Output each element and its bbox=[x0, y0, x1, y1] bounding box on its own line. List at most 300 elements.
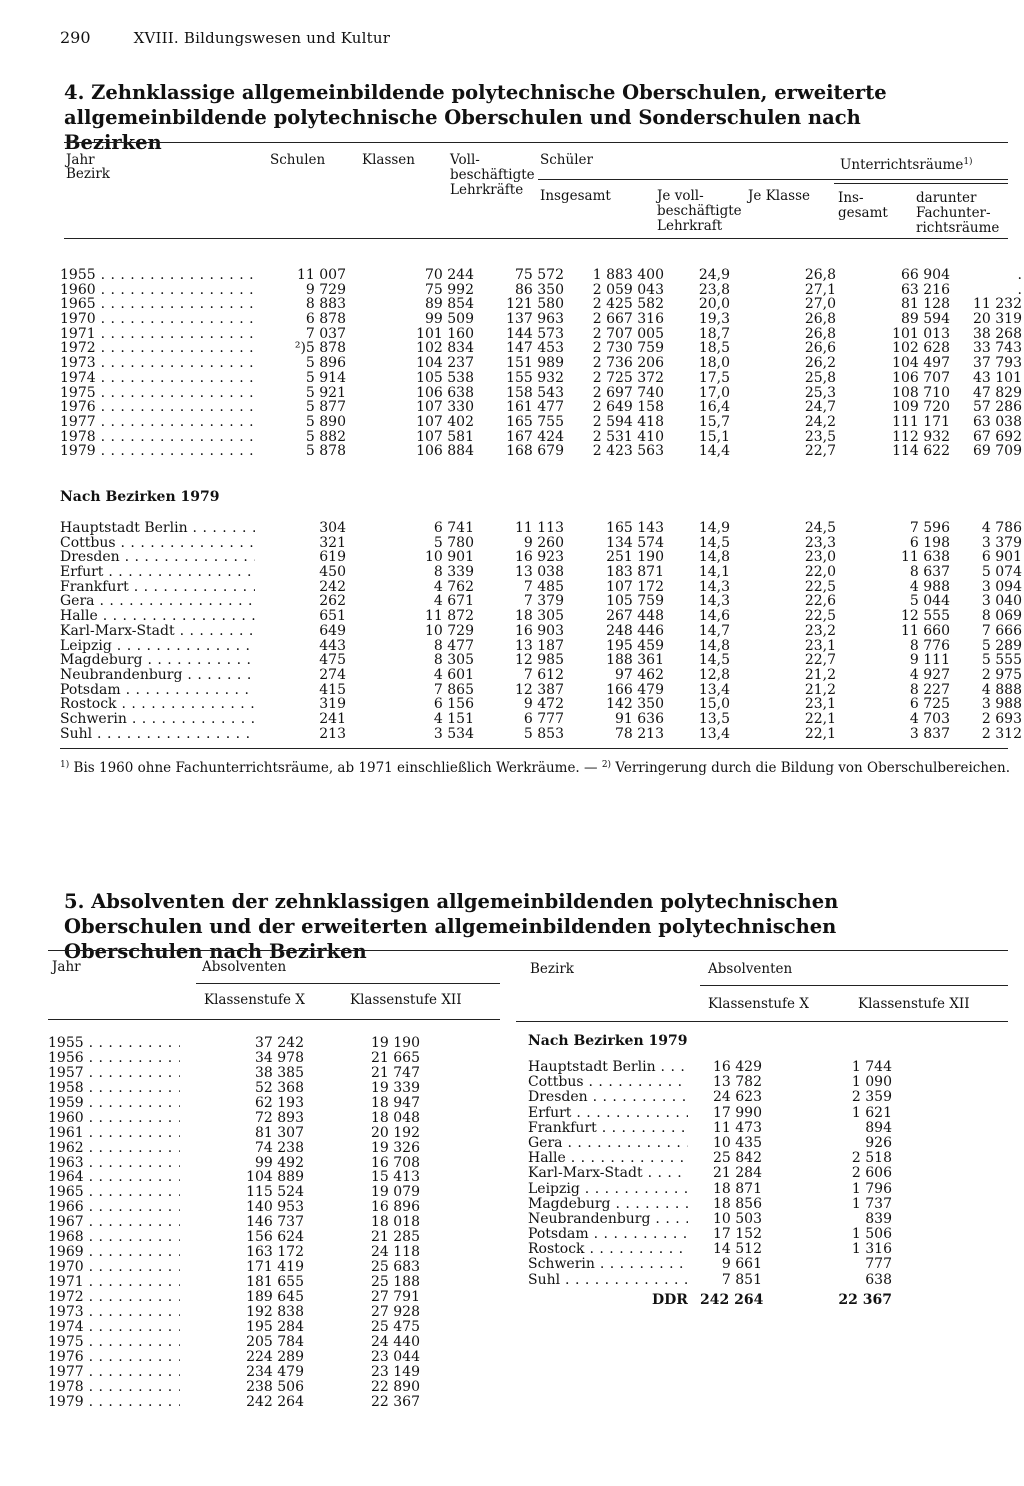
table-cell: 17 990 bbox=[713, 1104, 762, 1121]
table-cell: 6 777 bbox=[523, 710, 564, 727]
table-cell: 9 472 bbox=[523, 696, 564, 713]
table-row bbox=[528, 1166, 998, 1181]
table-cell: 89 854 bbox=[425, 296, 474, 313]
table-cell: 140 953 bbox=[246, 1199, 304, 1216]
row-label: 1959 . . . bbox=[48, 1096, 180, 1111]
table-cell: 24,2 bbox=[804, 413, 836, 430]
table-cell: 267 448 bbox=[606, 608, 664, 625]
hdr-dar2: Fachunter- bbox=[916, 205, 991, 221]
table-cell: 777 bbox=[865, 1256, 892, 1273]
table-cell: 6 198 bbox=[909, 534, 950, 551]
table-cell: 23,0 bbox=[804, 549, 836, 566]
table-row bbox=[48, 1275, 468, 1290]
table-cell: 11 638 bbox=[901, 549, 950, 566]
hdr-klassen: Klassen bbox=[362, 152, 415, 168]
row-label: 1967 . . . bbox=[48, 1215, 180, 1230]
table-cell: 107 402 bbox=[416, 413, 474, 430]
table-cell: 3 534 bbox=[433, 725, 474, 742]
row-label: Neubrandenburg . . . bbox=[528, 1212, 688, 1227]
table-cell: 15,7 bbox=[698, 413, 730, 430]
table-cell: 105 759 bbox=[606, 593, 664, 610]
table-cell: 109 720 bbox=[892, 399, 950, 416]
table-cell: 1 744 bbox=[851, 1059, 892, 1075]
table-cell: 926 bbox=[865, 1134, 892, 1151]
footnote1-mark: 1) bbox=[60, 760, 70, 770]
row-label: 1955 . . . bbox=[48, 1036, 180, 1051]
table-cell: 5 882 bbox=[305, 428, 346, 445]
table-cell: 22,1 bbox=[804, 710, 836, 727]
row-label: 1969 . . . bbox=[48, 1245, 180, 1260]
table-cell: 195 284 bbox=[246, 1318, 304, 1335]
hdr-schulen: Schulen bbox=[270, 152, 326, 168]
table-cell: 274 bbox=[319, 666, 346, 683]
row-label: 1960 . . . bbox=[48, 1111, 180, 1126]
table-cell: 18,7 bbox=[698, 325, 730, 342]
table-cell: 23,2 bbox=[804, 622, 836, 639]
table-cell: 4 151 bbox=[433, 710, 474, 727]
row-label: 1965 . . . bbox=[48, 1185, 180, 1200]
table-row bbox=[60, 536, 1020, 551]
table-row bbox=[48, 1036, 468, 1051]
table-cell: 651 bbox=[319, 608, 346, 625]
table-cell: 5 896 bbox=[305, 355, 346, 372]
row-label: Gera . . . bbox=[528, 1136, 688, 1151]
row-label: Frankfurt . . . bbox=[528, 1121, 688, 1136]
table-cell: 13 782 bbox=[713, 1074, 762, 1091]
table-cell: 26,8 bbox=[804, 267, 836, 283]
table-cell: 27 791 bbox=[371, 1288, 420, 1305]
table-row bbox=[60, 683, 1020, 698]
table-row bbox=[528, 1136, 998, 1151]
table-cell: 21 747 bbox=[371, 1064, 420, 1081]
table-cell: 183 871 bbox=[606, 564, 664, 581]
table-cell: 18 947 bbox=[371, 1094, 420, 1111]
table-cell: 13 038 bbox=[515, 564, 564, 581]
table-row bbox=[48, 1170, 468, 1185]
table-cell: 251 190 bbox=[606, 549, 664, 566]
table-row bbox=[48, 1395, 468, 1410]
table-cell: 14,6 bbox=[698, 608, 730, 625]
hdr-voll1: Voll- bbox=[450, 152, 480, 168]
table-cell: 3 040 bbox=[981, 593, 1022, 610]
table-cell: 24 118 bbox=[371, 1244, 420, 1261]
table4-bezirke-body bbox=[60, 521, 1020, 741]
table-cell: 86 350 bbox=[515, 281, 564, 298]
table-cell: 107 330 bbox=[416, 399, 474, 416]
table4-top-rule bbox=[64, 142, 1008, 143]
table-cell: 21 285 bbox=[371, 1229, 420, 1246]
table-cell: 8 477 bbox=[433, 637, 474, 654]
table-cell: 25 842 bbox=[713, 1150, 762, 1167]
table-row bbox=[48, 1081, 468, 1096]
table-cell: 22,5 bbox=[804, 608, 836, 625]
table-cell: 101 160 bbox=[416, 325, 474, 342]
table-cell: 443 bbox=[319, 637, 346, 654]
t5-right-sub-rule bbox=[700, 985, 1008, 986]
table5-title: 5. Absolventen der zehnklassigen allgemeinbildenden polytechnischen Oberschulen und der erweiterten allgemeinbildenden polytechnischen Oberschulen nach Bezirken bbox=[64, 890, 839, 963]
table-cell: 23 149 bbox=[371, 1363, 420, 1380]
row-label: Hauptstadt Berlin . . . bbox=[60, 521, 255, 536]
table-row bbox=[48, 1350, 468, 1365]
table-cell: 22,5 bbox=[804, 578, 836, 595]
table-cell: 14,7 bbox=[698, 622, 730, 639]
table-cell: 5 044 bbox=[909, 593, 950, 610]
row-label: 1977 . . . bbox=[48, 1365, 180, 1380]
table-cell: 11 660 bbox=[901, 622, 950, 639]
table-row bbox=[60, 668, 1020, 683]
table-cell: 5 074 bbox=[981, 564, 1022, 581]
table-cell: 24,7 bbox=[804, 399, 836, 416]
table-cell: 14,3 bbox=[698, 593, 730, 610]
table-cell: 26,8 bbox=[804, 325, 836, 342]
t5-hdr-stufe-xii-right: Klassenstufe XII bbox=[858, 996, 970, 1012]
table-cell: 10 901 bbox=[425, 549, 474, 566]
table-cell: 5 921 bbox=[305, 384, 346, 401]
table-cell: 205 784 bbox=[246, 1333, 304, 1350]
table-cell: 224 289 bbox=[246, 1348, 304, 1365]
row-label: 1970 . . . bbox=[60, 312, 255, 327]
table-cell: 8 883 bbox=[305, 296, 346, 313]
table-cell: 638 bbox=[865, 1271, 892, 1288]
table-cell: 11 232 bbox=[973, 296, 1022, 313]
table-cell: 2 736 206 bbox=[592, 355, 664, 372]
row-label: Erfurt . . . bbox=[528, 1106, 688, 1121]
table-cell: 18 048 bbox=[371, 1109, 420, 1126]
table4-header-rule bbox=[64, 238, 1008, 239]
table-cell: 47 829 bbox=[973, 384, 1022, 401]
table4-sub-rule2 bbox=[834, 183, 1008, 184]
table-cell: 7 666 bbox=[981, 622, 1022, 639]
table-cell: 5 780 bbox=[433, 534, 474, 551]
row-label: Schwerin . . . bbox=[528, 1257, 688, 1272]
table-row bbox=[60, 444, 1020, 459]
table-cell: 52 368 bbox=[255, 1079, 304, 1096]
table-cell: 13 187 bbox=[515, 637, 564, 654]
table-cell: 241 bbox=[319, 710, 346, 727]
t5-hdr-jahr: Jahr bbox=[52, 959, 81, 975]
table-cell: 11 007 bbox=[297, 267, 346, 283]
table-cell: 14,9 bbox=[698, 520, 730, 536]
table-cell: 102 834 bbox=[416, 340, 474, 357]
table-cell: 321 bbox=[319, 534, 346, 551]
table4-footnotes bbox=[60, 757, 1010, 776]
table-row bbox=[60, 727, 1020, 742]
t5-hdr-stufe-x-right: Klassenstufe X bbox=[708, 996, 809, 1012]
table-cell: 17,0 bbox=[698, 384, 730, 401]
t5-left-header-rule bbox=[48, 1019, 500, 1020]
table-cell: 37 242 bbox=[255, 1035, 304, 1051]
table-row bbox=[48, 1066, 468, 1081]
t5-hdr-absolventen-left: Absolventen bbox=[202, 959, 287, 975]
hdr-schueler: Schüler bbox=[540, 152, 593, 168]
table-cell: 16 429 bbox=[713, 1059, 762, 1075]
table-row bbox=[48, 1335, 468, 1350]
table-row bbox=[528, 1182, 998, 1197]
table-cell: 111 171 bbox=[892, 413, 950, 430]
row-label: 1960 . . . bbox=[60, 283, 255, 298]
table-cell: 10 729 bbox=[425, 622, 474, 639]
row-label: 1975 . . . bbox=[48, 1335, 180, 1350]
table-cell: 165 755 bbox=[506, 413, 564, 430]
table-cell: 475 bbox=[319, 652, 346, 669]
table-cell: 9 260 bbox=[523, 534, 564, 551]
table-cell: 9 111 bbox=[909, 652, 950, 669]
table-cell: 14,4 bbox=[698, 443, 730, 460]
table-row bbox=[528, 1090, 998, 1105]
table-row bbox=[60, 580, 1020, 595]
table-cell: 2 697 740 bbox=[592, 384, 664, 401]
table-cell: 146 737 bbox=[246, 1214, 304, 1231]
table-cell: 3 379 bbox=[981, 534, 1022, 551]
page-number: 290 bbox=[60, 28, 91, 47]
table-cell: 18 018 bbox=[371, 1214, 420, 1231]
table-cell: 7 379 bbox=[523, 593, 564, 610]
table-cell: 7 485 bbox=[523, 578, 564, 595]
table-cell: 142 350 bbox=[606, 696, 664, 713]
table-cell: 1 621 bbox=[851, 1104, 892, 1121]
row-label: Erfurt . . . bbox=[60, 565, 255, 580]
table-cell: 69 709 bbox=[973, 443, 1022, 460]
table-cell: 14,5 bbox=[698, 534, 730, 551]
table-cell: 38 385 bbox=[255, 1064, 304, 1081]
table-cell: 171 419 bbox=[246, 1259, 304, 1276]
table-row bbox=[528, 1106, 998, 1121]
table-cell: 81 307 bbox=[255, 1124, 304, 1141]
table-cell: 12,8 bbox=[698, 666, 730, 683]
table-cell: 1 796 bbox=[851, 1180, 892, 1197]
row-label: 1979 . . . bbox=[60, 444, 255, 459]
table-cell: 106 884 bbox=[416, 443, 474, 460]
table-cell: 1 506 bbox=[851, 1226, 892, 1243]
table-row bbox=[48, 1230, 468, 1245]
table-row bbox=[48, 1051, 468, 1066]
table-cell: 97 462 bbox=[615, 666, 664, 683]
table-cell: 74 238 bbox=[255, 1139, 304, 1156]
table-cell: 166 479 bbox=[606, 681, 664, 698]
row-label: 1978 . . . bbox=[60, 430, 255, 445]
table-cell: 26,2 bbox=[804, 355, 836, 372]
table-cell: 2 725 372 bbox=[592, 369, 664, 386]
row-label: Dresden . . . bbox=[60, 550, 255, 565]
table-row bbox=[60, 415, 1020, 430]
row-label: 1976 . . . bbox=[60, 400, 255, 415]
table-row bbox=[60, 697, 1020, 712]
table-row bbox=[48, 1126, 468, 1141]
table-row bbox=[60, 609, 1020, 624]
table-row bbox=[60, 297, 1020, 312]
footnote2: Verringerung durch die Bildung von Oberschulbereichen. bbox=[615, 760, 1010, 776]
hdr-voll3: Lehrkräfte bbox=[450, 182, 524, 198]
table-cell: 16 903 bbox=[515, 622, 564, 639]
table-cell: 75 992 bbox=[425, 281, 474, 298]
table-cell: 5 914 bbox=[305, 369, 346, 386]
table4-sub-rule1 bbox=[538, 179, 1008, 180]
table-cell: 2 667 316 bbox=[592, 311, 664, 328]
row-label: Cottbus . . . bbox=[528, 1075, 688, 1090]
table-cell: 242 264 bbox=[246, 1393, 304, 1410]
table5-bezirke-label: Nach Bezirken 1979 bbox=[528, 1033, 688, 1049]
table-cell: 2 707 005 bbox=[592, 325, 664, 342]
table-cell: 7 612 bbox=[523, 666, 564, 683]
t5-hdr-absolventen-right: Absolventen bbox=[708, 961, 793, 977]
table-cell: 8 776 bbox=[909, 637, 950, 654]
table-cell: 156 624 bbox=[246, 1229, 304, 1246]
table-cell: 114 622 bbox=[892, 443, 950, 460]
table-cell: 262 bbox=[319, 593, 346, 610]
table4-title: 4. Zehnklassige allgemeinbildende polytechnische Oberschulen, erweiterte allgemeinbildende polytechnische Oberschulen und Sonderschulen nach Bezirken bbox=[64, 81, 887, 154]
page-header bbox=[60, 28, 390, 47]
row-label: 1962 . . . bbox=[48, 1141, 180, 1156]
table-cell: ²)5 878 bbox=[294, 340, 346, 357]
table-cell: 105 538 bbox=[416, 369, 474, 386]
table-cell: 15,1 bbox=[698, 428, 730, 445]
table-cell: 3 837 bbox=[909, 725, 950, 742]
table-cell: 16 923 bbox=[515, 549, 564, 566]
chapter-title: XVIII. Bildungswesen und Kultur bbox=[133, 29, 391, 47]
table-row bbox=[528, 1212, 998, 1227]
table-row bbox=[60, 594, 1020, 609]
row-label: Schwerin . . . bbox=[60, 712, 255, 727]
table-cell: 1 090 bbox=[851, 1074, 892, 1091]
table-row bbox=[60, 624, 1020, 639]
table-cell: 104 889 bbox=[246, 1169, 304, 1186]
table-cell: 7 037 bbox=[305, 325, 346, 342]
table-cell: 33 743 bbox=[973, 340, 1022, 357]
table-row bbox=[60, 521, 1020, 536]
hdr-jevoll1: Je voll- bbox=[657, 188, 704, 204]
table-row bbox=[48, 1215, 468, 1230]
table-cell: 4 888 bbox=[981, 681, 1022, 698]
row-label: Magdeburg . . . bbox=[528, 1197, 688, 1212]
row-label: Frankfurt . . . bbox=[60, 580, 255, 595]
table-cell: 14 512 bbox=[713, 1241, 762, 1258]
table-row bbox=[48, 1365, 468, 1380]
hdr-ins2: gesamt bbox=[838, 205, 888, 221]
table-row bbox=[48, 1380, 468, 1395]
row-label: Leipzig . . . bbox=[60, 639, 255, 654]
table-cell: 14,1 bbox=[698, 564, 730, 581]
table-cell: 26,8 bbox=[804, 311, 836, 328]
row-label: Dresden . . . bbox=[528, 1090, 688, 1105]
table-cell: 108 710 bbox=[892, 384, 950, 401]
table-cell: 4 988 bbox=[909, 578, 950, 595]
table-cell: 8 637 bbox=[909, 564, 950, 581]
table-row bbox=[48, 1290, 468, 1305]
table-cell: . bbox=[1017, 281, 1022, 298]
table-cell: 11 473 bbox=[713, 1119, 762, 1136]
table-row bbox=[48, 1245, 468, 1260]
table-row bbox=[528, 1273, 998, 1288]
table-cell: 25,8 bbox=[804, 369, 836, 386]
table-cell: 5 555 bbox=[981, 652, 1022, 669]
row-label: Halle . . . bbox=[60, 609, 255, 624]
row-label: 1972 . . . bbox=[48, 1290, 180, 1305]
table-cell: 9 661 bbox=[721, 1256, 762, 1273]
table-cell: 24,5 bbox=[804, 520, 836, 536]
table-cell: 165 143 bbox=[606, 520, 664, 536]
row-label: 1971 . . . bbox=[60, 327, 255, 342]
table-cell: 34 978 bbox=[255, 1049, 304, 1066]
table-cell: 5 878 bbox=[305, 443, 346, 460]
table-cell: 1 316 bbox=[851, 1241, 892, 1258]
table-cell: 450 bbox=[319, 564, 346, 581]
table-cell: . bbox=[1017, 267, 1022, 283]
table-cell: 57 286 bbox=[973, 399, 1022, 416]
table-row bbox=[60, 430, 1020, 445]
table-cell: 4 601 bbox=[433, 666, 474, 683]
table-cell: 18 871 bbox=[713, 1180, 762, 1197]
table-cell: 14,8 bbox=[698, 549, 730, 566]
table-cell: 18,5 bbox=[698, 340, 730, 357]
table-cell: 18 856 bbox=[713, 1195, 762, 1212]
table-cell: 167 424 bbox=[506, 428, 564, 445]
table-cell: 192 838 bbox=[246, 1303, 304, 1320]
row-label: Rostock . . . bbox=[528, 1242, 688, 1257]
table-cell: 195 459 bbox=[606, 637, 664, 654]
row-label: Neubrandenburg . . . bbox=[60, 668, 255, 683]
row-label: 1973 . . . bbox=[60, 356, 255, 371]
hdr-jevoll3: Lehrkraft bbox=[657, 218, 723, 234]
row-label: Karl-Marx-Stadt . . . bbox=[528, 1166, 688, 1181]
table-cell: 23,1 bbox=[804, 696, 836, 713]
table-cell: 649 bbox=[319, 622, 346, 639]
table-cell: 13,5 bbox=[698, 710, 730, 727]
table-cell: 22,1 bbox=[804, 725, 836, 742]
t5-hdr-bezirk: Bezirk bbox=[530, 961, 574, 977]
table-cell: 4 786 bbox=[981, 520, 1022, 536]
row-label: Karl-Marx-Stadt . . . bbox=[60, 624, 255, 639]
row-label: 1975 . . . bbox=[60, 386, 255, 401]
table-cell: 181 655 bbox=[246, 1274, 304, 1290]
table-cell: 23,8 bbox=[698, 281, 730, 298]
table-cell: 189 645 bbox=[246, 1288, 304, 1305]
table-cell: 5 890 bbox=[305, 413, 346, 430]
table-row bbox=[60, 712, 1020, 727]
table-cell: 25 188 bbox=[371, 1274, 420, 1290]
table-cell: 6 156 bbox=[433, 696, 474, 713]
table-cell: 63 216 bbox=[901, 281, 950, 298]
table-cell: 107 172 bbox=[606, 578, 664, 595]
table-cell: 155 932 bbox=[506, 369, 564, 386]
table-cell: 38 268 bbox=[973, 325, 1022, 342]
row-label: 1968 . . . bbox=[48, 1230, 180, 1245]
row-label: Cottbus . . . bbox=[60, 536, 255, 551]
table-cell: 16 708 bbox=[371, 1154, 420, 1171]
table-cell: 8 305 bbox=[433, 652, 474, 669]
ddr-total-x: 242 264 bbox=[700, 1292, 764, 1308]
row-label: 1963 . . . bbox=[48, 1156, 180, 1171]
table-cell: 2 649 158 bbox=[592, 399, 664, 416]
table-cell: 81 128 bbox=[901, 296, 950, 313]
table-cell: 10 435 bbox=[713, 1134, 762, 1151]
table-row bbox=[48, 1156, 468, 1171]
table-cell: 23,5 bbox=[804, 428, 836, 445]
table-cell: 8 069 bbox=[981, 608, 1022, 625]
table-row bbox=[528, 1242, 998, 1257]
footnote2-mark: 2) bbox=[601, 760, 612, 770]
hdr-dar1: darunter bbox=[916, 190, 977, 206]
table-cell: 14,8 bbox=[698, 637, 730, 654]
row-label: 1961 . . . bbox=[48, 1126, 180, 1141]
table-cell: 27,1 bbox=[804, 281, 836, 298]
ddr-label: DDR bbox=[652, 1292, 688, 1308]
table-cell: 101 013 bbox=[892, 325, 950, 342]
table-row bbox=[60, 356, 1020, 371]
table-row bbox=[60, 268, 1020, 283]
row-label: Rostock . . . bbox=[60, 697, 255, 712]
row-label: 1976 . . . bbox=[48, 1350, 180, 1365]
table-cell: 99 492 bbox=[255, 1154, 304, 1171]
